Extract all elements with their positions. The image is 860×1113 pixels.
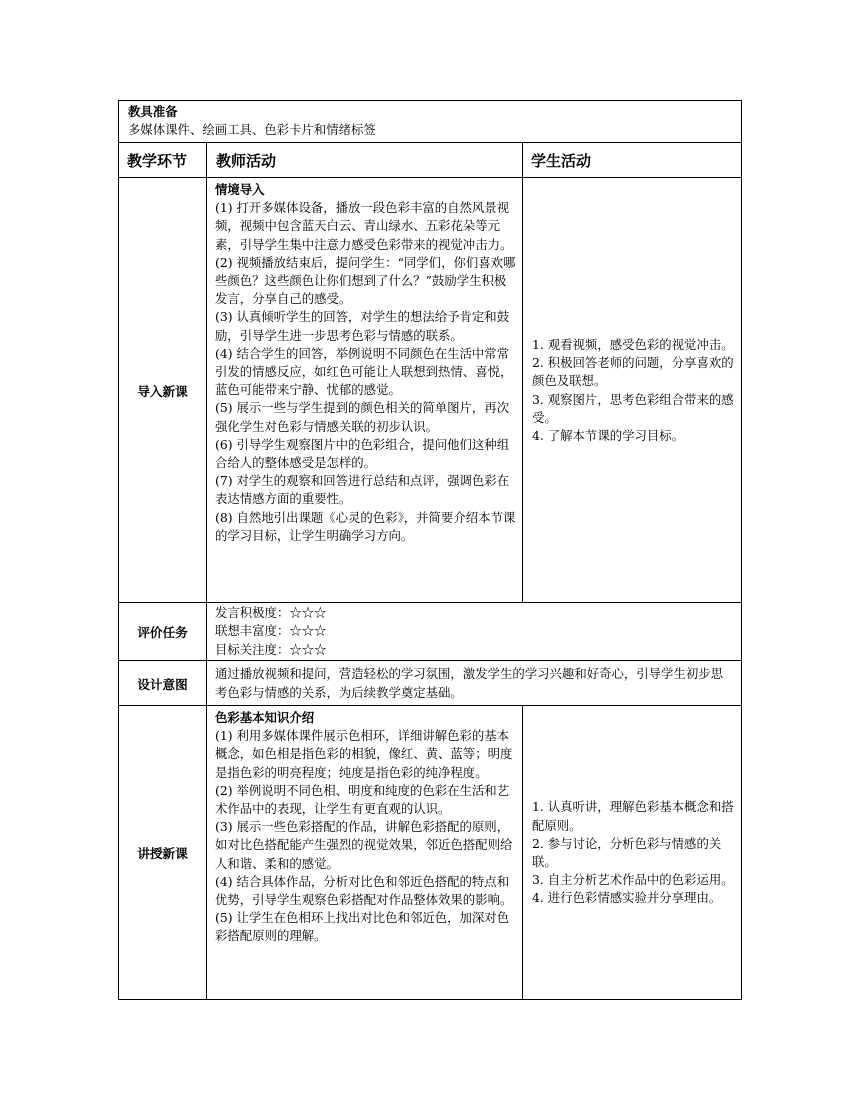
lecture-student-item: 2. 参与讨论，分析色彩与情感的关联。 <box>532 835 722 869</box>
intro-teacher-item: (7) 对学生的观察和回答进行总结和点评，强调色彩在表达情感方面的重要性。 <box>215 473 510 507</box>
header-stage: 教学环节 <box>119 143 207 178</box>
intro-student-cell <box>523 178 742 603</box>
lecture-teacher-item: (4) 结合具体作品，分析对比色和邻近色搭配的特点和优势，引导学生观察色彩搭配对作品整体效果的影响。 <box>215 873 513 908</box>
lecture-student-cell <box>523 706 742 1000</box>
intro-teacher-item: (4) 结合学生的回答，举例说明不同颜色在生活中常常引发的情感反应，如红色可能让人联想到热情、喜悦，蓝色可能带来宁静、忧郁的感觉。 <box>215 345 513 398</box>
lecture-teacher-cell <box>207 706 523 1000</box>
materials-cell <box>119 101 742 143</box>
lecture-teacher-item: (3) 展示一些色彩搭配的作品，讲解色彩搭配的原则，如对比色搭配能产生强烈的视觉效果，邻近色搭配则给人和谐、柔和的感觉。 <box>215 819 513 871</box>
intro-teacher-title: 情境导入 <box>215 182 265 197</box>
evaluation-label: 评价任务 <box>119 603 207 661</box>
materials-text: 多媒体课件、绘画工具、色彩卡片和情绪标签 <box>128 122 376 138</box>
intro-teacher-item: (8) 自然地引出课题《心灵的色彩》，并简要介绍本节课的学习目标，让学生明确学习方向。 <box>215 509 516 543</box>
lecture-student-item: 4. 进行色彩情感实验并分享理由。 <box>532 890 722 906</box>
intro-teacher-item: (6) 引导学生观察图片中的色彩组合，提问他们这种组合给人的整体感受是怎样的。 <box>215 436 510 471</box>
lecture-teacher-title: 色彩基本知识介绍 <box>215 710 315 725</box>
evaluation-item: 发言积极度：☆☆☆ <box>215 605 327 621</box>
lecture-teacher-item: (5) 让学生在色相环上找出对比色和邻近色，加深对色彩搭配原则的理解。 <box>215 910 510 944</box>
header-teacher: 教师活动 <box>207 143 523 178</box>
intro-student-item: 3. 观察图片，思考色彩组合带来的感受。 <box>532 391 734 425</box>
lecture-row <box>119 706 742 1000</box>
materials-title: 教具准备 <box>128 104 178 119</box>
lecture-teacher-item: (1) 利用多媒体课件展示色相环，详细讲解色彩的基本概念，如色相是指色彩的相貌，像红、黄、蓝等；明度是指色彩的明亮程度；纯度是指色彩的纯净程度。 <box>215 728 513 780</box>
evaluation-cell <box>207 603 742 661</box>
design-text: 通过播放视频和提问，营造轻松的学习氛围，激发学生的学习兴趣和好奇心，引导学生初步思考色彩与情感的关系，为后续教学奠定基础。 <box>215 666 724 700</box>
design-cell <box>207 661 742 706</box>
intro-student-item: 1. 观看视频，感受色彩的视觉冲击。 <box>532 336 734 352</box>
lecture-student-item: 3. 自主分析艺术作品中的色彩运用。 <box>532 872 734 888</box>
evaluation-row <box>119 603 742 661</box>
header-row <box>119 143 742 178</box>
lecture-student-item: 1. 认真听讲，理解色彩基本概念和搭配原则。 <box>532 799 734 833</box>
intro-student-item: 2. 积极回答老师的问题，分享喜欢的颜色及联想。 <box>532 355 734 389</box>
intro-row <box>119 178 742 603</box>
lesson-plan-document <box>118 100 741 1000</box>
materials-row <box>119 101 742 143</box>
intro-teacher-item: (1) 打开多媒体设备，播放一段色彩丰富的自然风景视频，视频中包含蓝天白云、青山绿水、五彩花朵等元素，引导学生集中注意力感受色彩带来的视觉冲击力。 <box>215 200 513 252</box>
evaluation-item: 联想丰富度：☆☆☆ <box>215 623 327 639</box>
lesson-plan-table <box>118 100 742 1000</box>
lecture-teacher-item: (2) 举例说明不同色相、明度和纯度的色彩在生活和艺术作品中的表现，让学生有更直观的认识。 <box>215 782 510 817</box>
lecture-label: 讲授新课 <box>119 706 207 1000</box>
intro-teacher-item: (3) 认真倾听学生的回答，对学生的想法给予肯定和鼓励，引导学生进一步思考色彩与情感的联系。 <box>215 309 510 343</box>
evaluation-item: 目标关注度：☆☆☆ <box>215 641 327 657</box>
intro-label: 导入新课 <box>119 178 207 603</box>
intro-teacher-item: (2) 视频播放结束后，提问学生：“同学们，你们喜欢哪些颜色？这些颜色让你们想到了什么？”鼓励学生积极发言，分享自己的感受。 <box>215 254 516 307</box>
intro-student-item: 4. 了解本节课的学习目标。 <box>532 427 685 443</box>
intro-teacher-item: (5) 展示一些与学生提到的颜色相关的简单图片，再次强化学生对色彩与情感关联的初步认识。 <box>215 400 510 434</box>
header-student: 学生活动 <box>523 143 742 178</box>
design-label: 设计意图 <box>119 661 207 706</box>
design-row <box>119 661 742 706</box>
intro-teacher-cell <box>207 178 523 603</box>
